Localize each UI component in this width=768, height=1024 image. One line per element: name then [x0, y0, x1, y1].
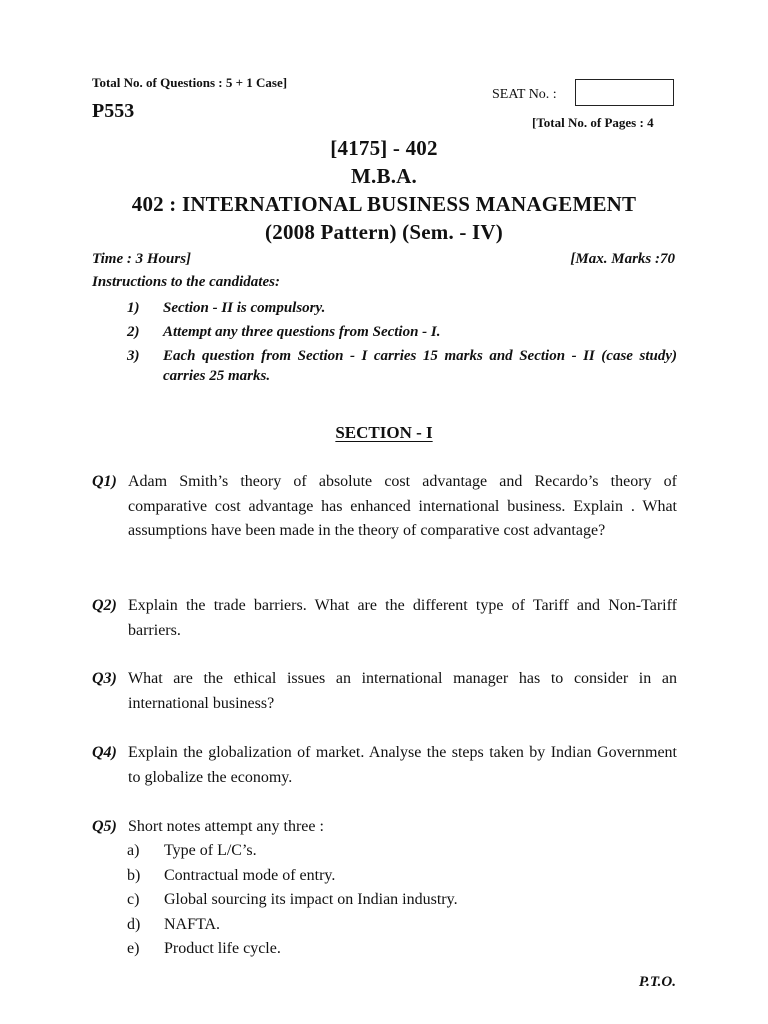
- short-note-text: Product life cycle.: [164, 940, 281, 957]
- short-note-item: [127, 839, 257, 864]
- short-note-text: Global sourcing its impact on Indian industry.: [164, 891, 458, 908]
- short-note-label: c): [127, 891, 140, 908]
- question-text: Explain the trade barriers. What are the different type of Tariff and Non-Tariff barriers.: [128, 597, 677, 639]
- question-number: Q2): [92, 597, 117, 614]
- short-note-label: a): [127, 842, 140, 859]
- exam-code: [4175] - 402: [330, 136, 438, 160]
- question-number: Q3): [92, 670, 117, 687]
- question-text: What are the ethical issues an international manager has to consider in an international business?: [128, 670, 677, 712]
- instruction-text: Attempt any three questions from Section - I.: [163, 324, 441, 340]
- instruction-number: 2): [127, 324, 140, 340]
- degree-title: M.B.A.: [351, 164, 417, 188]
- question: [92, 470, 677, 544]
- total-pages: [Total No. of Pages : 4: [532, 115, 654, 130]
- short-note-item: [127, 888, 458, 913]
- short-note-label: e): [127, 940, 140, 957]
- total-questions: Total No. of Questions : 5 + 1 Case]: [92, 75, 288, 90]
- question: [92, 741, 677, 790]
- short-note-label: d): [127, 916, 141, 933]
- instruction-number: 1): [127, 300, 140, 316]
- short-note-text: Type of L/C’s.: [164, 842, 257, 859]
- short-note-item: [127, 937, 281, 962]
- short-note-text: Contractual mode of entry.: [164, 867, 336, 884]
- subject-title: 402 : INTERNATIONAL BUSINESS MANAGEMENT: [131, 192, 637, 216]
- question-text: Explain the globalization of market. Analyse the steps taken by Indian Government to globalize the economy.: [128, 744, 677, 786]
- instruction-text: Each question from Section - I carries 15 marks and Section - II (case study) carries 25 marks.: [163, 348, 677, 384]
- question-text: Adam Smith’s theory of absolute cost advantage and Recardo’s theory of comparative cost advantage has enhanced international business. Explain . What assumptions have been made in the theory of comparative cost advantage?: [128, 473, 677, 539]
- question-text: Short notes attempt any three :: [128, 818, 324, 835]
- short-note-item: [127, 864, 335, 889]
- max-marks: [Max. Marks :70: [570, 251, 675, 267]
- short-note-text: NAFTA.: [164, 916, 221, 933]
- question: [92, 815, 677, 840]
- instruction-item: [127, 298, 677, 318]
- instruction-item: [127, 346, 677, 386]
- question: [92, 594, 677, 643]
- question-number: Q4): [92, 744, 117, 761]
- time-allowed: Time : 3 Hours]: [92, 251, 192, 267]
- instructions-heading: Instructions to the candidates:: [92, 274, 280, 290]
- short-note-item: [127, 913, 220, 938]
- instruction-item: [127, 322, 677, 342]
- section-heading: [0, 423, 768, 443]
- question: [92, 667, 677, 716]
- section-heading-text: SECTION - I: [335, 423, 433, 442]
- paper-code: P553: [92, 100, 135, 122]
- instruction-number: 3): [127, 348, 140, 364]
- instruction-text: Section - II is compulsory.: [163, 300, 326, 316]
- question-number: Q1): [92, 473, 117, 490]
- pattern-semester: (2008 Pattern) (Sem. - IV): [265, 220, 503, 244]
- seat-number-label: SEAT No. :: [492, 87, 557, 102]
- seat-number-box: [575, 79, 674, 106]
- short-note-label: b): [127, 867, 141, 884]
- please-turn-over: P.T.O.: [638, 974, 676, 990]
- question-number: Q5): [92, 818, 117, 835]
